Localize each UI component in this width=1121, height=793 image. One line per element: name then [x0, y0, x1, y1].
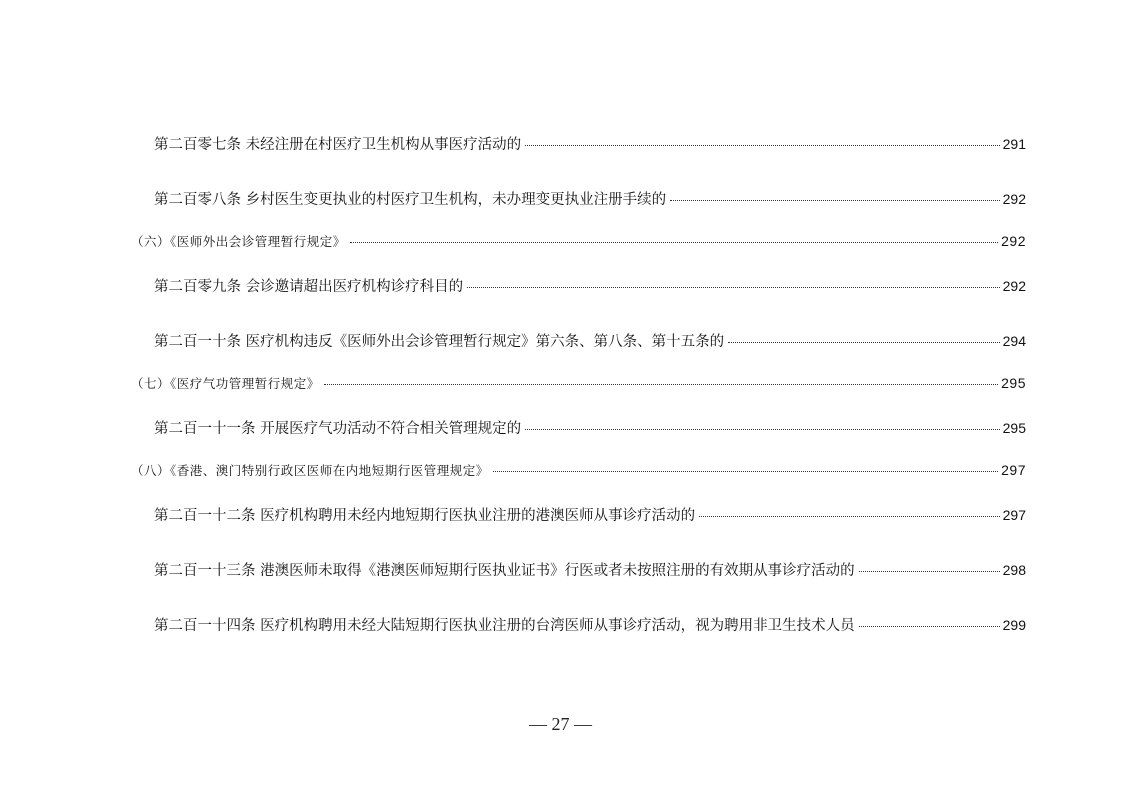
toc-entry-section-8[interactable]: [131, 461, 1026, 479]
toc-page-number: 292: [1001, 233, 1026, 249]
toc-entry-label: 第二百一十条 医疗机构违反《医师外出会诊管理暂行规定》第六条、第八条、第十五条的: [154, 334, 725, 350]
toc-entry-label: 第二百零八条 乡村医生变更执业的村医疗卫生机构，未办理变更执业注册手续的: [154, 192, 667, 208]
toc-page-number: 298: [1002, 562, 1026, 578]
toc-entry-article-211[interactable]: [154, 417, 1026, 438]
toc-entry-label: 第二百零七条 未经注册在村医疗卫生机构从事医疗活动的: [154, 137, 522, 153]
toc-page-number: 291: [1002, 136, 1026, 152]
toc-entry-label: （七）《医疗气功管理暂行规定》: [131, 376, 320, 391]
toc-leader-dots: [324, 384, 998, 385]
toc-entry-label: 第二百零九条 会诊邀请超出医疗机构诊疗科目的: [154, 279, 464, 295]
toc-page-number: 299: [1002, 617, 1026, 633]
toc-leader-dots: [859, 571, 1000, 572]
toc-entry-label: （六）《医师外出会诊管理暂行规定》: [131, 234, 346, 249]
toc-entry-label: 第二百一十四条 医疗机构聘用未经大陆短期行医执业注册的台湾医师从事诊疗活动，视为聘用非卫生技术人员: [154, 618, 855, 634]
toc-leader-dots: [525, 429, 1000, 430]
toc-leader-dots: [728, 342, 1000, 343]
toc-leader-dots: [670, 200, 1000, 201]
toc-leader-dots: [350, 242, 998, 243]
toc-leader-dots: [467, 287, 1000, 288]
toc-page-number: 297: [1001, 462, 1026, 478]
toc-entry-article-214[interactable]: [154, 614, 1026, 635]
toc-entry-article-209[interactable]: [154, 275, 1026, 296]
toc-entry-label: （八）《香港、澳门特别行政区医师在内地短期行医管理规定》: [131, 463, 489, 478]
toc-entry-label: 第二百一十一条 开展医疗气功活动不符合相关管理规定的: [154, 421, 522, 437]
toc-entry-article-212[interactable]: [154, 504, 1026, 525]
toc-entry-article-213[interactable]: [154, 559, 1026, 580]
toc-entry-article-207[interactable]: [154, 133, 1026, 154]
toc-entry-section-7[interactable]: [131, 374, 1026, 392]
page-number-footer: — 27 —: [529, 714, 592, 734]
toc-leader-dots: [525, 145, 1000, 146]
toc-entry-article-210[interactable]: [154, 330, 1026, 351]
toc-entry-section-6[interactable]: [131, 232, 1026, 250]
toc-entry-label: 第二百一十三条 港澳医师未取得《港澳医师短期行医执业证书》行医或者未按照注册的有效期从事诊疗活动的: [154, 563, 855, 579]
toc-page-number: 295: [1002, 420, 1026, 436]
toc-leader-dots: [493, 471, 998, 472]
toc-page-number: 292: [1002, 191, 1026, 207]
toc-leader-dots: [859, 626, 1000, 627]
toc-page-number: 294: [1002, 333, 1026, 349]
toc-entry-article-208[interactable]: [154, 188, 1026, 209]
toc-page-number: 297: [1002, 507, 1026, 523]
toc-page-number: 292: [1002, 278, 1026, 294]
toc-page-number: 295: [1001, 375, 1026, 391]
toc-entry-label: 第二百一十二条 医疗机构聘用未经内地短期行医执业注册的港澳医师从事诊疗活动的: [154, 508, 696, 524]
toc-leader-dots: [699, 516, 1000, 517]
